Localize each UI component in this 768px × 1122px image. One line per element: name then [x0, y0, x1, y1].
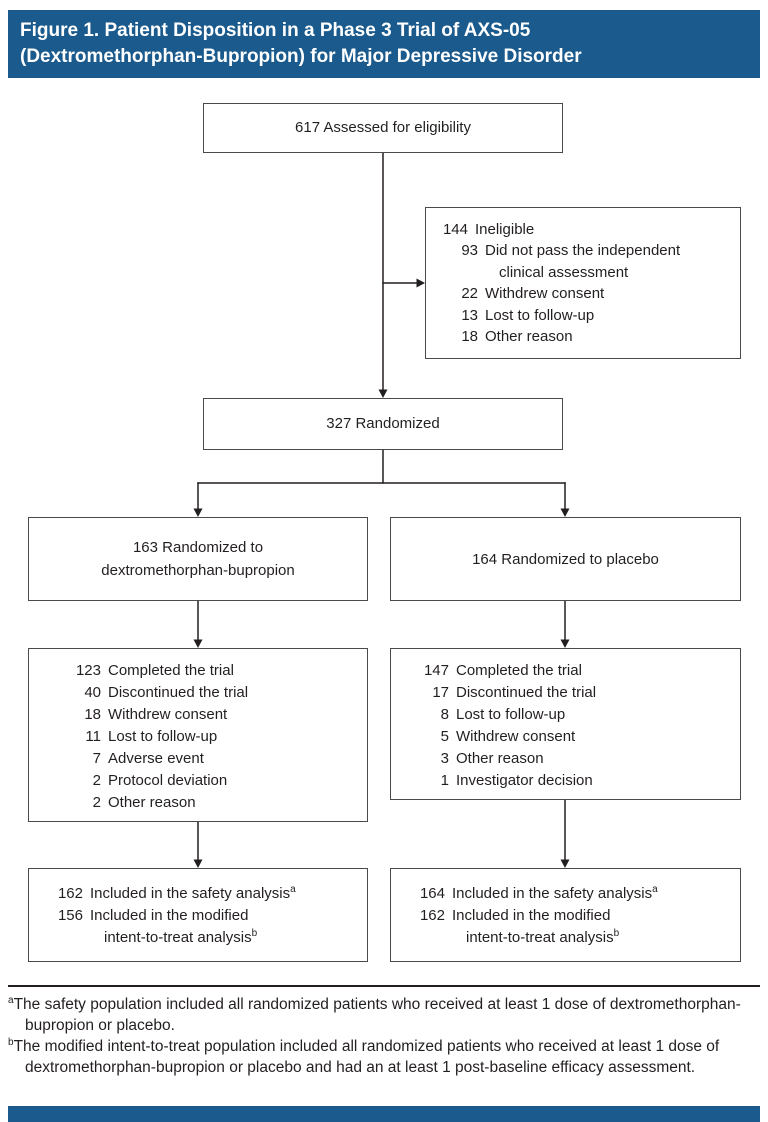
assessed-label: 617 Assessed for eligibility	[295, 119, 471, 136]
disposition-item	[419, 770, 734, 792]
arrowhead-down-icon	[194, 509, 203, 518]
item-label: Discontinued the trial	[456, 684, 597, 701]
figure-title-bar	[8, 10, 760, 78]
arm-placebo-box	[390, 517, 741, 601]
item-label: Included in the safety analysis$^a$	[90, 884, 296, 902]
arm-label-line1: 163 Randomized to	[132, 539, 264, 556]
analysis-item	[415, 905, 734, 949]
disposition-placebo-box	[390, 648, 741, 800]
figure-title-line2: (Dextromethorphan-Bupropion) for Major Depressive Disorder	[20, 46, 582, 67]
randomized-box	[203, 398, 563, 450]
analysis-placebo-box	[390, 868, 741, 962]
footnote-divider	[8, 985, 760, 987]
ineligible-item	[438, 305, 732, 326]
footnote-marker: a	[8, 994, 14, 1006]
footnote-text: The safety population included all randomized patients who received at least 1 dose of dextromethorphan-bupropion or placebo.	[13, 996, 741, 1034]
item-label: Withdrew consent	[108, 706, 228, 723]
count-value: 7	[92, 750, 101, 767]
item-label: Withdrew consent	[485, 285, 605, 303]
item-label: Other reason	[108, 794, 196, 811]
disposition-item	[71, 682, 361, 704]
footnote	[8, 994, 758, 1036]
item-label: Included in the safety analysis$^a$	[452, 884, 658, 902]
item-label: Ineligible	[475, 221, 535, 238]
arrowhead-down-icon	[194, 860, 203, 869]
arrowhead-right-icon	[417, 279, 426, 288]
disposition-item	[71, 660, 361, 682]
randomized-label: 327 Randomized	[326, 415, 440, 432]
count-value: 11	[85, 728, 101, 745]
item-label: Withdrew consent	[456, 728, 576, 745]
analysis-item	[415, 883, 734, 905]
count-value: 162	[57, 885, 83, 902]
disposition-item	[419, 682, 734, 704]
figure-title-line1: Figure 1. Patient Disposition in a Phase 3 Trial of AXS-05	[20, 20, 531, 41]
disposition-item	[71, 748, 361, 770]
item-label: Did not pass the independent clinical assessment	[485, 242, 681, 281]
disposition-item	[419, 660, 734, 682]
count-value: 18	[461, 328, 478, 346]
count-value: 18	[84, 706, 101, 723]
footnote-text: The modified intent-to-treat population included all randomized patients who received at least 1 dose of dextromethorphan-bupropion or placebo and had an at least 1 post-baseline efficacy assessment.	[13, 1038, 720, 1076]
item-label: Included in the modified intent-to-treat analysis$^b$	[90, 907, 258, 946]
count-value: 17	[432, 684, 449, 701]
item-label: Protocol deviation	[108, 772, 228, 789]
ineligible-item	[438, 240, 732, 283]
item-label: Lost to follow-up	[485, 306, 595, 324]
arrowhead-down-icon	[561, 640, 570, 649]
disposition-item	[419, 704, 734, 726]
count-value: 93	[461, 242, 478, 260]
item-label: Adverse event	[108, 750, 204, 767]
ineligible-item	[438, 283, 732, 304]
analysis-dextromethorphan-bupropion-box	[28, 868, 368, 962]
disposition-item	[419, 748, 734, 770]
ineligible-item	[438, 219, 732, 240]
assessed-for-eligibility-box	[203, 103, 563, 153]
ineligible-box	[425, 207, 741, 359]
item-label: Discontinued the trial	[108, 684, 249, 701]
arrowhead-down-icon	[561, 509, 570, 518]
arrowhead-down-icon	[561, 860, 570, 869]
item-label: Investigator decision	[456, 772, 593, 789]
count-value: 144	[442, 221, 468, 238]
count-value: 123	[75, 662, 101, 679]
bottom-accent-bar	[8, 1106, 760, 1122]
ineligible-item	[438, 326, 732, 347]
item-label: Completed the trial	[456, 662, 582, 679]
disposition-dextromethorphan-bupropion-box	[28, 648, 368, 822]
analysis-item	[53, 905, 361, 949]
count-value: 164	[419, 885, 445, 902]
disposition-item	[419, 726, 734, 748]
analysis-item	[53, 883, 361, 905]
footnote	[8, 1036, 758, 1078]
arm-label-line2: dextromethorphan-bupropion	[101, 562, 295, 579]
flow-diagram	[0, 88, 768, 978]
footnotes	[8, 994, 758, 1078]
item-label: Completed the trial	[108, 662, 234, 679]
count-value: 2	[92, 772, 101, 789]
disposition-item	[71, 792, 361, 814]
arrowhead-down-icon	[379, 390, 388, 399]
count-value: 22	[461, 285, 478, 303]
arrowhead-down-icon	[194, 640, 203, 649]
disposition-item	[71, 704, 361, 726]
count-value: 3	[440, 750, 449, 767]
count-value: 147	[423, 662, 449, 679]
count-value: 13	[461, 306, 478, 324]
count-value: 40	[84, 684, 101, 701]
count-value: 5	[440, 728, 449, 745]
count-value: 156	[57, 907, 83, 924]
item-label: Lost to follow-up	[456, 706, 566, 723]
disposition-item	[71, 770, 361, 792]
footnote-marker: b	[8, 1036, 14, 1048]
disposition-item	[71, 726, 361, 748]
item-label: Included in the modified intent-to-treat analysis$^b$	[452, 907, 620, 946]
count-value: 2	[92, 794, 101, 811]
item-label: Other reason	[485, 328, 573, 346]
count-value: 1	[440, 772, 449, 789]
item-label: Lost to follow-up	[108, 728, 218, 745]
arm-dextromethorphan-bupropion-box	[28, 517, 368, 601]
count-value: 162	[419, 907, 445, 924]
arm-label-line1: 164 Randomized to placebo	[472, 550, 659, 568]
item-label: Other reason	[456, 750, 544, 767]
count-value: 8	[440, 706, 449, 723]
